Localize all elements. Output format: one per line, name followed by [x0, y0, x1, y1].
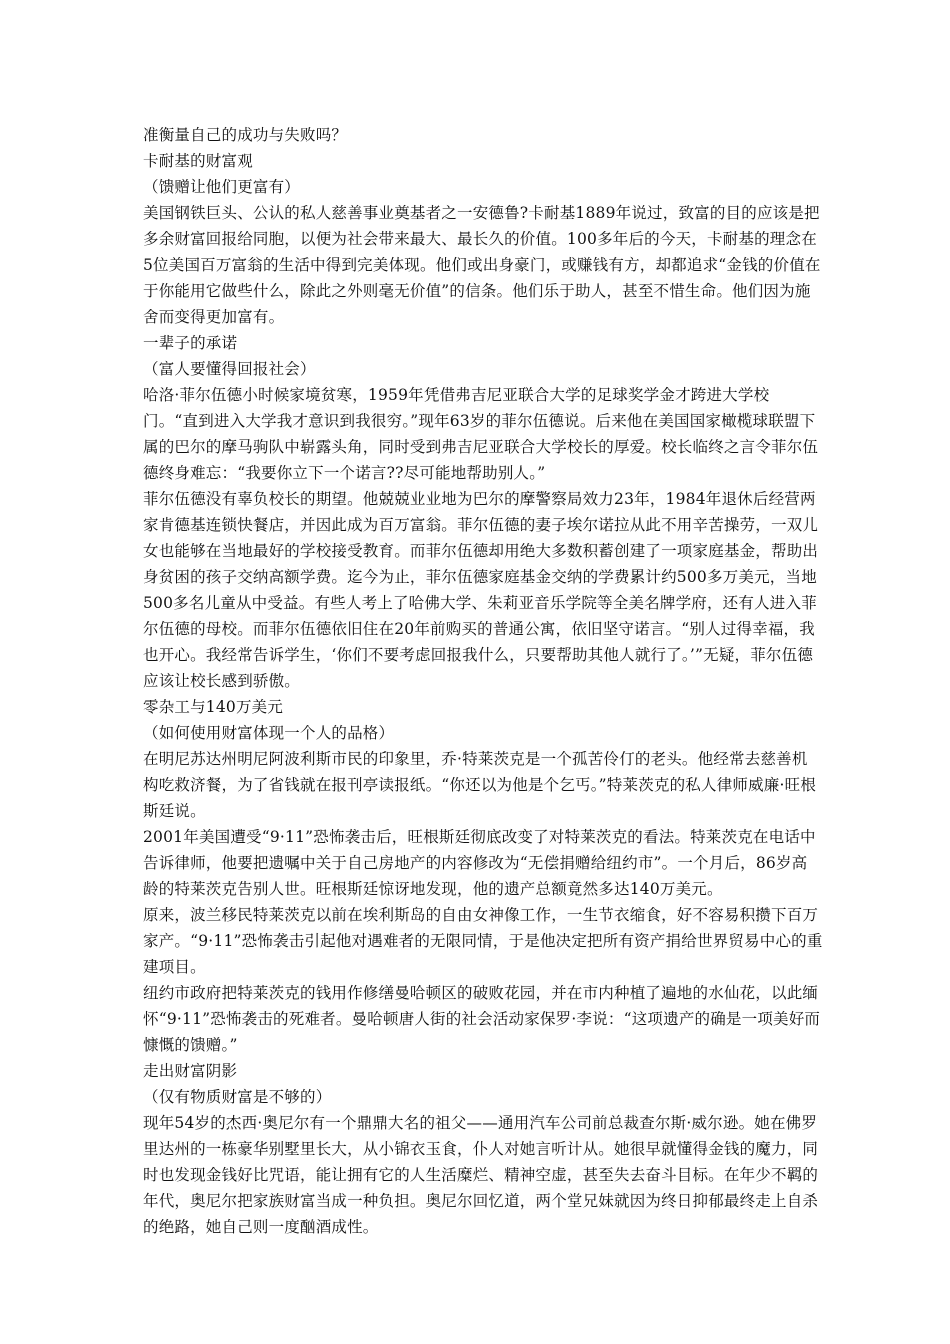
paragraph-oneill: 现年54岁的杰西·奥尼尔有一个鼎鼎大名的祖父——通用汽车公司前总裁查尔斯·威尔逊。她在佛罗里达州的一栋豪华别墅里长大，从小锦衣玉食，仆人对她言听计从。她很早就懂得金钱的魔力，同时也发现金钱好比咒语，能让拥有它的人生活糜烂、精神空虚，甚至失去奋斗目标。在年少不羁的年代，奥尼尔把家族财富当成一种负担。奥尼尔回忆道，两个堂兄妹就因为终日抑郁最终走上自杀的绝路，她自己则一度酗酒成性。 [143, 1114, 819, 1236]
paragraph-fellwood-2: 菲尔伍德没有辜负校长的期望。他兢兢业业地为巴尔的摩警察局效力23年，1984年退休后经营两家肯德基连锁快餐店，并因此成为百万富翁。菲尔伍德的妻子埃尔诺拉从此不用辛苦操劳，一双儿女也能够在当地最好的学校接受教育。而菲尔伍德却用绝大多数积蓄创建了一项家庭基金，帮助出身贫困的孩子交纳高额学费。迄今为止，菲尔伍德家庭基金交纳的学费累计约500多万美元，当地500多名儿童从中受益。有些人考上了哈佛大学、朱莉亚音乐学院等全美名牌学府，还有人进入菲尔伍德的母校。而菲尔伍德依旧住在20年前购买的普通公寓，依旧坚守诺言。“别人过得幸福，我也开心。我经常告诉学生，‘你们不要考虑回报我什么，只要帮助其他人就行了。’”无疑，菲尔伍德应该让校长感到骄傲。 [143, 490, 819, 690]
section-heading-carnegie: 卡耐基的财富观 [143, 152, 253, 170]
document-body [143, 122, 823, 1240]
section-heading-promise: 一辈子的承诺 [143, 334, 238, 352]
section-heading-handyman: 零杂工与140万美元 [143, 698, 284, 716]
section-subheading-carnegie: （馈赠让他们更富有） [143, 178, 301, 196]
section-subheading-handyman: （如何使用财富体现一个人的品格） [143, 724, 395, 742]
paragraph-trzeck-4: 纽约市政府把特莱茨克的钱用作修缮曼哈顿区的破败花园，并在市内种植了遍地的水仙花，以此缅怀“9·11”恐怖袭击的死难者。曼哈顿唐人街的社会活动家保罗·李说：“这项遗产的确是一项美好而慷慨的馈赠。” [143, 984, 821, 1054]
paragraph-trzeck-2: 2001年美国遭受“9·11”恐怖袭击后，旺根斯廷彻底改变了对特莱茨克的看法。特莱茨克在电话中告诉律师，他要把遗嘱中关于自己房地产的内容修改为“无偿捐赠给纽约市”。一个月后，86岁高龄的特莱茨克告别人世。旺根斯廷惊讶地发现，他的遗产总额竟然多达140万美元。 [143, 828, 816, 898]
paragraph-fellwood-1: 哈洛·菲尔伍德小时候家境贫寒，1959年凭借弗吉尼亚联合大学的足球奖学金才跨进大学校门。“直到进入大学我才意识到我很穷。”现年63岁的菲尔伍德说。后来他在美国国家橄榄球联盟下属的巴尔的摩马驹队中崭露头角，同时受到弗吉尼亚联合大学校长的厚爱。校长临终之言令菲尔伍德终身难忘：“我要你立下一个诺言??尽可能地帮助别人。” [143, 386, 819, 482]
section-subheading-shadow: （仅有物质财富是不够的） [143, 1088, 332, 1106]
paragraph-trzeck-1: 在明尼苏达州明尼阿波利斯市民的印象里，乔·特莱茨克是一个孤苦伶仃的老头。他经常去慈善机构吃救济餐，为了省钱就在报刊亭读报纸。“你还以为他是个乞丐。”特莱茨克的私人律师威廉·旺根斯廷说。 [143, 750, 817, 820]
paragraph-closing-question: 准衡量自己的成功与失败吗？ [143, 126, 348, 144]
section-heading-shadow: 走出财富阴影 [143, 1062, 238, 1080]
paragraph-carnegie: 美国钢铁巨头、公认的私人慈善事业奠基者之一安德鲁?卡耐基1889年说过，致富的目的应该是把多余财富回报给同胞，以便为社会带来最大、最长久的价值。100多年后的今天，卡耐基的理念在5位美国百万富翁的生活中得到完美体现。他们或出身豪门，或赚钱有方，却都追求“金钱的价值在于你能用它做些什么，除此之外则毫无价值”的信条。他们乐于助人，甚至不惜生命。他们因为施舍而变得更加富有。 [143, 204, 821, 326]
paragraph-trzeck-3: 原来，波兰移民特莱茨克以前在埃利斯岛的自由女神像工作，一生节衣缩食，好不容易积攒下百万家产。“9·11”恐怖袭击引起他对遇难者的无限同情，于是他决定把所有资产捐给世界贸易中心的重建项目。 [143, 906, 823, 976]
section-subheading-promise: （富人要懂得回报社会） [143, 360, 316, 378]
